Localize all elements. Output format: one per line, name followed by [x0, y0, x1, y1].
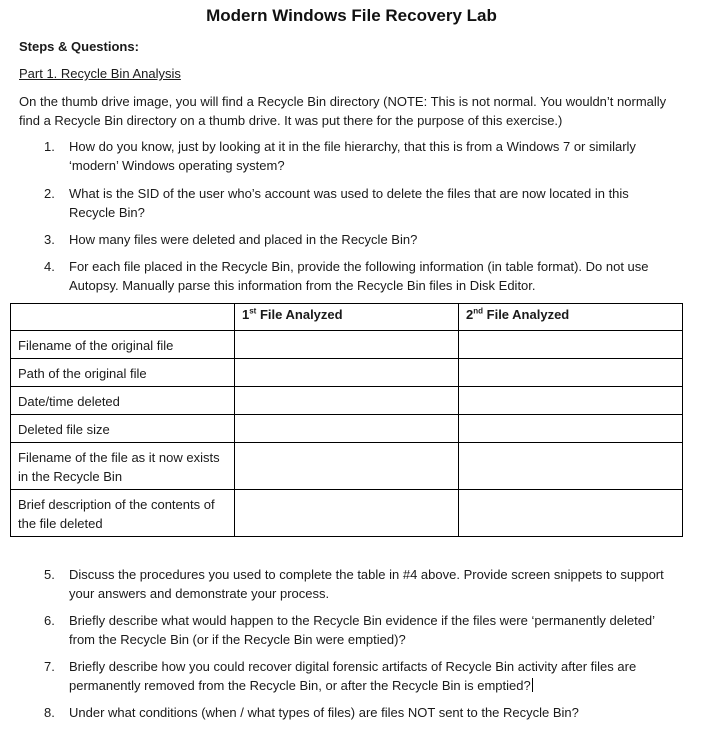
analysis-table: [10, 303, 683, 537]
question-text-content: Briefly describe how you could recover digital forensic artifacts of Recycle Bin activity after files are permanently removed from the Recycle Bin, or after the Recycle Bin is emptied?: [69, 659, 637, 693]
text-cursor: [532, 678, 533, 692]
answer-cell[interactable]: [235, 443, 459, 490]
question-number: 7.: [44, 659, 55, 674]
question-text: Briefly describe what would happen to the Recycle Bin evidence if the files were ‘permanently deleted’ from the Recycle Bin (or if the Recycle Bin were emptied)?: [69, 613, 655, 647]
question-number: 5.: [44, 567, 55, 582]
answer-cell[interactable]: [235, 415, 459, 443]
table-row: [11, 359, 683, 387]
question-number: 6.: [44, 613, 55, 628]
answer-cell[interactable]: [235, 331, 459, 359]
header-ordinal-num: 2: [466, 307, 474, 322]
table-header-blank: [11, 304, 235, 331]
table-row: [11, 443, 683, 490]
answer-cell[interactable]: [459, 443, 683, 490]
row-label: Brief description of the contents of the file deleted: [11, 490, 235, 537]
header-label: File Analyzed: [486, 307, 570, 322]
question-number: 2.: [44, 186, 55, 201]
answer-cell[interactable]: [459, 359, 683, 387]
intro-paragraph: On the thumb drive image, you will find a Recycle Bin directory (NOTE: This is not normal. You wouldn’t normally find a Recycle Bin directory on a thumb drive. It was put there for the purpose of this exercise.): [19, 94, 667, 128]
part-heading: Part 1. Recycle Bin Analysis: [19, 66, 181, 81]
table-header-second-file: [459, 304, 683, 331]
table-row: [11, 490, 683, 537]
answer-cell[interactable]: [459, 415, 683, 443]
steps-heading: Steps & Questions:: [19, 39, 139, 54]
table-row: [11, 387, 683, 415]
question-text: Discuss the procedures you used to complete the table in #4 above. Provide screen snippets to support your answers and demonstrate your process.: [69, 567, 664, 601]
header-ordinal-suffix: nd: [473, 306, 484, 316]
question-number: 3.: [44, 232, 55, 247]
header-ordinal-num: 1: [242, 307, 250, 322]
question-number: 8.: [44, 705, 55, 720]
question-text: [69, 657, 669, 695]
question-text: How many files were deleted and placed in the Recycle Bin?: [69, 232, 418, 247]
question-number: 1.: [44, 139, 55, 154]
answer-cell[interactable]: [459, 490, 683, 537]
table-header-row: [11, 304, 683, 331]
answer-cell[interactable]: [459, 331, 683, 359]
question-text: How do you know, just by looking at it in the file hierarchy, that this is from a Windows 7 or similarly ‘modern’ Windows operating system?: [69, 139, 636, 173]
answer-cell[interactable]: [459, 387, 683, 415]
answer-cell[interactable]: [235, 490, 459, 537]
row-label: Filename of the file as it now exists in the Recycle Bin: [11, 443, 235, 490]
question-text: What is the SID of the user who’s account was used to delete the files that are now located in this Recycle Bin?: [69, 186, 629, 220]
table-header-first-file: [235, 304, 459, 331]
answer-cell[interactable]: [235, 359, 459, 387]
header-label: File Analyzed: [259, 307, 343, 322]
table-row: [11, 415, 683, 443]
header-ordinal-suffix: st: [249, 306, 257, 316]
row-label: Deleted file size: [11, 415, 235, 443]
answer-cell[interactable]: [235, 387, 459, 415]
question-text: Under what conditions (when / what types of files) are files NOT sent to the Recycle Bin?: [69, 705, 579, 720]
question-text: For each file placed in the Recycle Bin, provide the following information (in table format). Do not use Autopsy. Manually parse this information from the Recycle Bin files in Disk Editor.: [69, 259, 649, 293]
table-row: [11, 331, 683, 359]
question-number: 4.: [44, 259, 55, 274]
row-label: Filename of the original file: [11, 331, 235, 359]
row-label: Path of the original file: [11, 359, 235, 387]
document-title: Modern Windows File Recovery Lab: [206, 6, 497, 25]
row-label: Date/time deleted: [11, 387, 235, 415]
